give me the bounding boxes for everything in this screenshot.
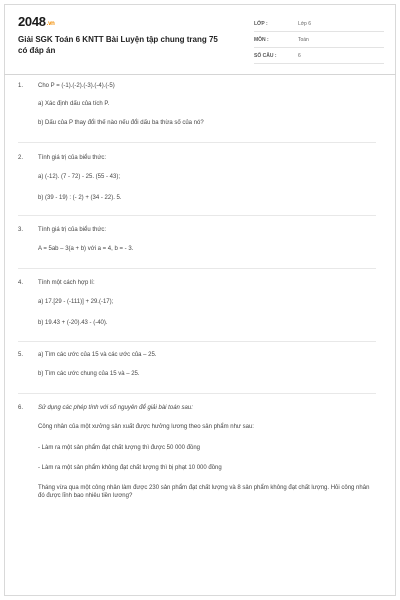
site-logo[interactable] [18, 14, 55, 29]
question-line: a) (-12). (7 - 72) - 25. (55 - 43); [38, 174, 121, 180]
question-line: b) Dấu của P thay đổi thế nào nếu đổi dấu ba thừa số của nó? [38, 120, 204, 126]
question-number: 6. [18, 405, 24, 411]
question-number: 5. [18, 352, 24, 358]
question-line: A = 5ab – 3(a + b) với a = 4, b = - 3. [38, 246, 134, 252]
question-number: 2. [18, 155, 24, 161]
question-line: b) (39 - 19) : (- 2) + (34 - 22). 5. [38, 195, 122, 201]
document-title: Giải SGK Toán 6 KNTT Bài Luyện tập chung trang 75 có đáp án [18, 35, 218, 55]
meta-label: LỚP : [254, 21, 268, 27]
meta-value: Lớp 6 [298, 21, 312, 27]
question-line: a) Xác định dấu của tích P. [38, 101, 110, 107]
question-number: 4. [18, 280, 24, 286]
question-line: b) 19.43 + (-20).43 - (-40). [38, 320, 108, 326]
meta-label: MÔN : [254, 37, 269, 43]
question-line: b) Tìm các ước chung của 15 và – 25. [38, 371, 140, 377]
question-separator [18, 341, 376, 342]
meta-row-count [254, 50, 384, 64]
question-line: Tháng vừa qua một công nhân làm được 230 sản phẩm đạt chất lượng và 8 sản phẩm không đạt chất lượng. Hỏi công nhân đó được lĩnh bao nhiêu tiền lương? [38, 485, 370, 499]
question-separator [18, 393, 376, 394]
question-line: a) Tìm các ước của 15 và các ước của – 25. [38, 352, 157, 358]
meta-label: SỐ CÂU : [254, 53, 277, 59]
question-line: a) 17.[29 - (-111)] + 29.(-17); [38, 299, 114, 305]
question-1 [18, 82, 376, 132]
document-header [18, 12, 384, 74]
question-3 [18, 226, 376, 258]
question-number: 3. [18, 227, 24, 233]
question-separator [18, 268, 376, 269]
question-line: Tính giá trị của biểu thức: [38, 155, 107, 161]
meta-row-class [254, 18, 384, 32]
meta-value: 6 [298, 53, 301, 59]
question-line: - Làm ra một sản phẩm không đạt chất lượng thì bị phạt 10 000 đồng [38, 465, 222, 471]
document-meta [254, 18, 384, 66]
question-line: Công nhân của một xưởng sản xuất được hưởng lương theo sản phẩm như sau: [38, 424, 254, 430]
question-number: 1. [18, 83, 24, 89]
logo-main-text: 2048 [18, 14, 46, 29]
question-5 [18, 351, 376, 383]
question-line: Cho P = (-1).(-2).(-3).(-4).(-5) [38, 83, 115, 89]
logo-sub-text: .vn [46, 21, 55, 27]
question-separator [18, 142, 376, 143]
question-separator [18, 215, 376, 216]
question-2 [18, 154, 376, 206]
question-6 [18, 404, 376, 514]
question-line: Sử dụng các phép tính với số nguyên để giải bài toán sau: [38, 405, 193, 411]
header-divider [4, 74, 396, 75]
meta-row-subject [254, 34, 384, 48]
meta-value: Toán [298, 37, 309, 43]
question-line: Tính một cách hợp lí: [38, 280, 95, 286]
question-4 [18, 279, 376, 331]
question-line: - Làm ra một sản phẩm đạt chất lượng thì được 50 000 đồng [38, 445, 200, 451]
question-line: Tính giá trị của biểu thức: [38, 227, 107, 233]
